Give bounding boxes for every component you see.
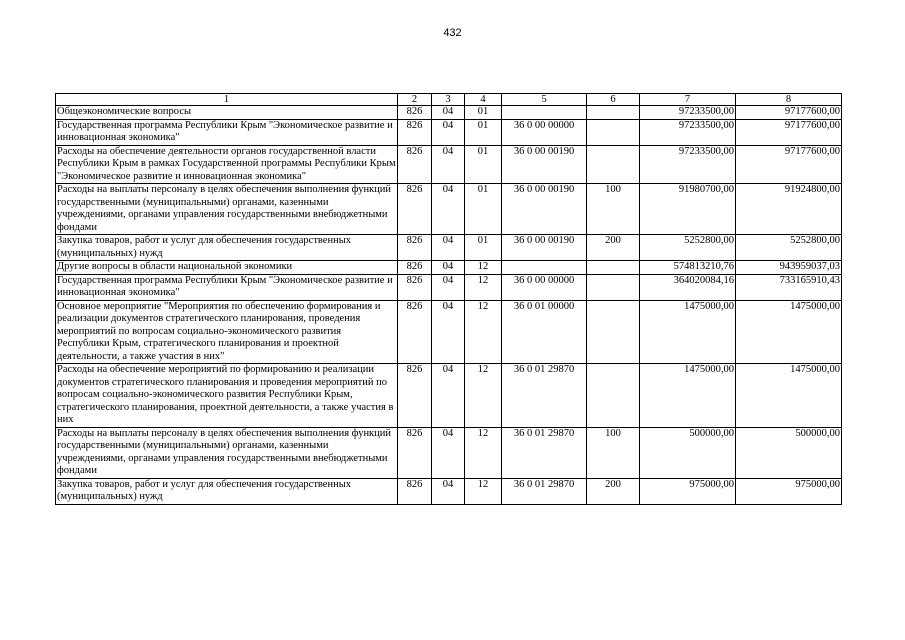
table-row bbox=[56, 145, 842, 184]
header-cell: 1 bbox=[56, 94, 398, 106]
expense-type-cell: 200 bbox=[587, 478, 640, 504]
department-code-cell: 826 bbox=[398, 478, 432, 504]
section-code-cell: 04 bbox=[432, 119, 465, 145]
amount-year1-cell: 1475000,00 bbox=[640, 364, 736, 428]
amount-year1-cell: 97233500,00 bbox=[640, 145, 736, 184]
expense-name-cell: Другие вопросы в области национальной экономики bbox=[56, 261, 398, 275]
header-cell: 5 bbox=[502, 94, 587, 106]
expense-name-cell: Расходы на выплаты персоналу в целях обеспечения выполнения функций государственными (муниципальными) органами, казенными учреждениями, органами управления государственными внебюджетными фондами bbox=[56, 184, 398, 235]
expense-type-cell: 100 bbox=[587, 184, 640, 235]
subsection-code-cell: 01 bbox=[465, 119, 502, 145]
expense-type-cell bbox=[587, 145, 640, 184]
subsection-code-cell: 01 bbox=[465, 106, 502, 120]
subsection-code-cell: 01 bbox=[465, 235, 502, 261]
department-code-cell: 826 bbox=[398, 119, 432, 145]
expense-name-cell: Расходы на выплаты персоналу в целях обеспечения выполнения функций государственными (муниципальными) органами, казенными учреждениями, органами управления государственными внебюджетными фондами bbox=[56, 427, 398, 478]
section-code-cell: 04 bbox=[432, 478, 465, 504]
table-row bbox=[56, 274, 842, 300]
department-code-cell: 826 bbox=[398, 274, 432, 300]
subsection-code-cell: 01 bbox=[465, 184, 502, 235]
amount-year2-cell: 97177600,00 bbox=[736, 145, 842, 184]
subsection-code-cell: 12 bbox=[465, 300, 502, 364]
target-article-cell bbox=[502, 106, 587, 120]
table-header-row bbox=[56, 94, 842, 106]
expense-type-cell bbox=[587, 106, 640, 120]
expense-name-cell: Общеэкономические вопросы bbox=[56, 106, 398, 120]
target-article-cell: 36 0 01 00000 bbox=[502, 300, 587, 364]
subsection-code-cell: 12 bbox=[465, 261, 502, 275]
amount-year1-cell: 500000,00 bbox=[640, 427, 736, 478]
expense-type-cell: 100 bbox=[587, 427, 640, 478]
expense-name-cell: Государственная программа Республики Крым "Экономическое развитие и инновационная экономика" bbox=[56, 119, 398, 145]
section-code-cell: 04 bbox=[432, 427, 465, 478]
table-row bbox=[56, 261, 842, 275]
expense-name-cell: Расходы на обеспечение деятельности органов государственной власти Республики Крым в рамках Государственной программы Республики Крым "Экономическое развитие и инновационная экономика" bbox=[57, 145, 396, 182]
expense-name-cell: Расходы на обеспечение мероприятий по формированию и реализации документов стратегического планирования и проведения мероприятий по вопросам социально-экономического развития Республики Крым, стратегического планирования, проектной деятельности, а также участия в них bbox=[56, 364, 398, 428]
section-code-cell: 04 bbox=[432, 364, 465, 428]
expense-type-cell bbox=[587, 364, 640, 428]
department-code-cell: 826 bbox=[398, 427, 432, 478]
section-code-cell: 04 bbox=[432, 235, 465, 261]
table-row bbox=[56, 427, 842, 478]
subsection-code-cell: 01 bbox=[465, 145, 502, 184]
department-code-cell: 826 bbox=[398, 261, 432, 275]
budget-table bbox=[55, 93, 842, 505]
table-row bbox=[56, 300, 842, 364]
header-cell: 7 bbox=[640, 94, 736, 106]
amount-year2-cell: 500000,00 bbox=[736, 427, 842, 478]
department-code-cell: 826 bbox=[398, 364, 432, 428]
amount-year2-cell: 975000,00 bbox=[736, 478, 842, 504]
table-row bbox=[56, 478, 842, 504]
target-article-cell: 36 0 00 00190 bbox=[502, 235, 587, 261]
department-code-cell: 826 bbox=[398, 145, 432, 184]
section-code-cell: 04 bbox=[432, 274, 465, 300]
table-row bbox=[56, 119, 842, 145]
department-code-cell: 826 bbox=[398, 300, 432, 364]
amount-year2-cell: 943959037,03 bbox=[736, 261, 842, 275]
table-row bbox=[56, 184, 842, 235]
expense-type-cell bbox=[587, 300, 640, 364]
amount-year1-cell: 97233500,00 bbox=[640, 106, 736, 120]
amount-year1-cell: 5252800,00 bbox=[640, 235, 736, 261]
header-cell: 8 bbox=[736, 94, 842, 106]
section-code-cell: 04 bbox=[432, 261, 465, 275]
target-article-cell: 36 0 01 29870 bbox=[502, 427, 587, 478]
target-article-cell: 36 0 00 00000 bbox=[502, 119, 587, 145]
amount-year2-cell: 91924800,00 bbox=[736, 184, 842, 235]
target-article-cell: 36 0 00 00190 bbox=[502, 184, 587, 235]
section-code-cell: 04 bbox=[432, 145, 465, 184]
table-row bbox=[56, 235, 842, 261]
table-row bbox=[56, 106, 842, 120]
amount-year2-cell: 733165910,43 bbox=[736, 274, 842, 300]
expense-type-cell bbox=[587, 261, 640, 275]
department-code-cell: 826 bbox=[398, 106, 432, 120]
amount-year2-cell: 1475000,00 bbox=[736, 300, 842, 364]
expense-name-cell: Основное мероприятие "Мероприятия по обеспечению формирования и реализации документов стратегического планирования, проведения мероприятий по вопросам социально-экономического развития Республики Крым, стратегического планирования и проектной деятельности, а также участия в них" bbox=[56, 300, 398, 364]
amount-year2-cell: 1475000,00 bbox=[736, 364, 842, 428]
target-article-cell: 36 0 01 29870 bbox=[502, 478, 587, 504]
target-article-cell bbox=[502, 261, 587, 275]
target-article-cell: 36 0 00 00000 bbox=[502, 274, 587, 300]
amount-year2-cell: 97177600,00 bbox=[736, 119, 842, 145]
amount-year1-cell: 1475000,00 bbox=[640, 300, 736, 364]
expense-name-cell: Закупка товаров, работ и услуг для обеспечения государственных (муниципальных) нужд bbox=[56, 478, 398, 504]
table-row bbox=[56, 364, 842, 428]
target-article-cell: 36 0 01 29870 bbox=[502, 364, 587, 428]
header-cell: 3 bbox=[432, 94, 465, 106]
amount-year2-cell: 5252800,00 bbox=[736, 235, 842, 261]
section-code-cell: 04 bbox=[432, 184, 465, 235]
amount-year1-cell: 975000,00 bbox=[640, 478, 736, 504]
page-number: 432 bbox=[443, 27, 462, 39]
expense-type-cell bbox=[587, 274, 640, 300]
expense-type-cell bbox=[587, 119, 640, 145]
expense-name-cell: Государственная программа Республики Крым "Экономическое развитие и инновационная экономика" bbox=[56, 274, 398, 300]
amount-year1-cell: 364020084,16 bbox=[640, 274, 736, 300]
subsection-code-cell: 12 bbox=[465, 427, 502, 478]
department-code-cell: 826 bbox=[398, 184, 432, 235]
amount-year1-cell: 574813210,76 bbox=[640, 261, 736, 275]
department-code-cell: 826 bbox=[398, 235, 432, 261]
target-article-cell: 36 0 00 00190 bbox=[502, 145, 587, 184]
subsection-code-cell: 12 bbox=[465, 274, 502, 300]
amount-year1-cell: 91980700,00 bbox=[640, 184, 736, 235]
subsection-code-cell: 12 bbox=[465, 478, 502, 504]
header-cell: 2 bbox=[398, 94, 432, 106]
expense-type-cell: 200 bbox=[587, 235, 640, 261]
amount-year2-cell: 97177600,00 bbox=[736, 106, 842, 120]
header-cell: 4 bbox=[465, 94, 502, 106]
amount-year1-cell: 97233500,00 bbox=[640, 119, 736, 145]
section-code-cell: 04 bbox=[432, 300, 465, 364]
section-code-cell: 04 bbox=[432, 106, 465, 120]
subsection-code-cell: 12 bbox=[465, 364, 502, 428]
expense-name-cell: Закупка товаров, работ и услуг для обеспечения государственных (муниципальных) нужд bbox=[56, 235, 398, 261]
header-cell: 6 bbox=[587, 94, 640, 106]
